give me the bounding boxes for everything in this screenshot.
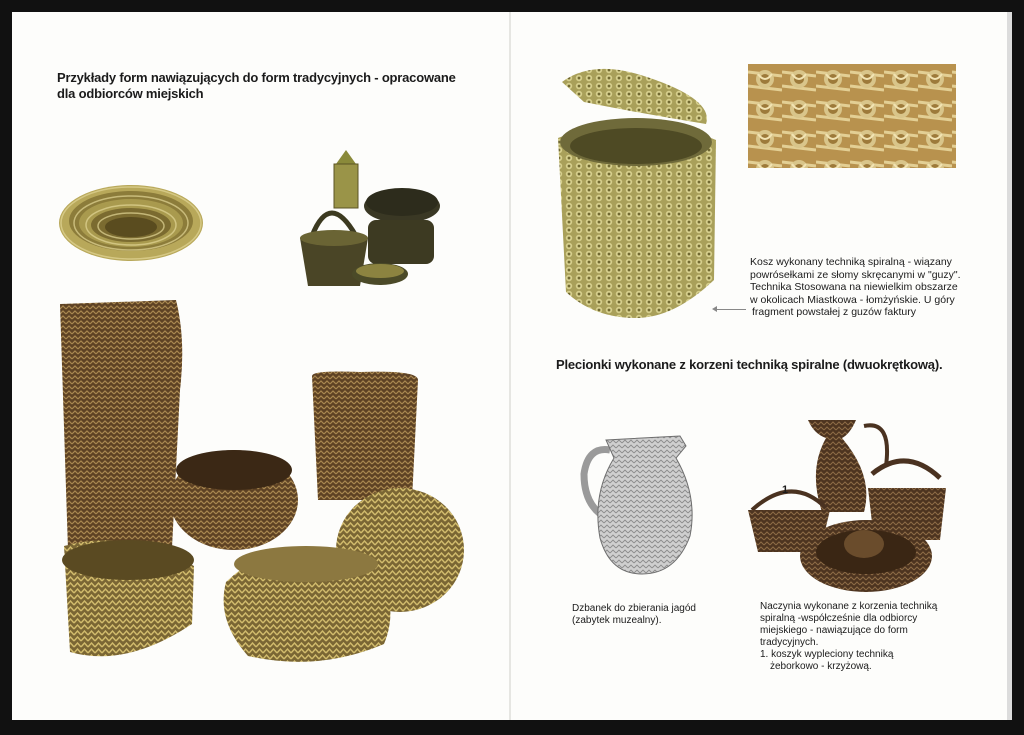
page-edge xyxy=(1007,12,1012,720)
jug-caption xyxy=(572,603,696,627)
left-title-line-1: Przykłady form nawiązujących do form tradycyjnych - opracowane xyxy=(57,70,456,85)
straw-basket-caption xyxy=(750,256,961,319)
berry-jug-photo xyxy=(580,434,704,576)
caption-line: fragment powstałej z guzów faktury xyxy=(752,306,916,318)
photo-marker-label: 1 xyxy=(782,484,789,496)
straw-texture-fragment-photo xyxy=(748,64,956,168)
caption-line: Kosz wykonany techniką spiralną - wiązany xyxy=(750,256,952,268)
caption-line: (zabytek muzealny). xyxy=(572,615,662,626)
vessels-caption xyxy=(760,601,937,673)
caption-line: powrósełkami ze słomy skręcanymi w "guzy". xyxy=(750,268,961,281)
page-fold xyxy=(509,12,511,720)
caption-line: Naczynia wykonane z korzenia techniką xyxy=(760,601,938,612)
pointer-arrow xyxy=(716,309,746,310)
caption-line: spiralną -współcześnie dla odbiorcy xyxy=(760,613,918,624)
left-page-title xyxy=(57,70,456,102)
caption-line: miejskiego - nawiązujące do form xyxy=(760,625,908,636)
caption-line: Dzbanek do zbierania jagód xyxy=(572,603,696,614)
caption-line: w okolicach Miastkowa - łomżyńskie. U góry xyxy=(750,293,955,306)
left-title-line-2: dla odbiorców miejskich xyxy=(57,86,204,101)
straw-baskets-set-photo xyxy=(298,150,444,292)
caption-line: 1. koszyk wypleciony techniką xyxy=(760,649,894,660)
root-vessels-photo xyxy=(746,416,950,602)
root-baskets-group-photo xyxy=(60,300,464,668)
caption-line: Technika Stosowana na niewielkim obszarze xyxy=(750,281,958,293)
lidded-straw-basket-photo xyxy=(554,66,722,318)
roots-section-title: Plecionki wykonane z korzeni techniką spiralne (dwuokrętkową). xyxy=(556,357,943,372)
coiled-bowl-photo xyxy=(58,183,204,267)
caption-line: tradycyjnych. xyxy=(760,637,819,648)
caption-line: żeborkowo - krzyżową. xyxy=(770,661,872,672)
